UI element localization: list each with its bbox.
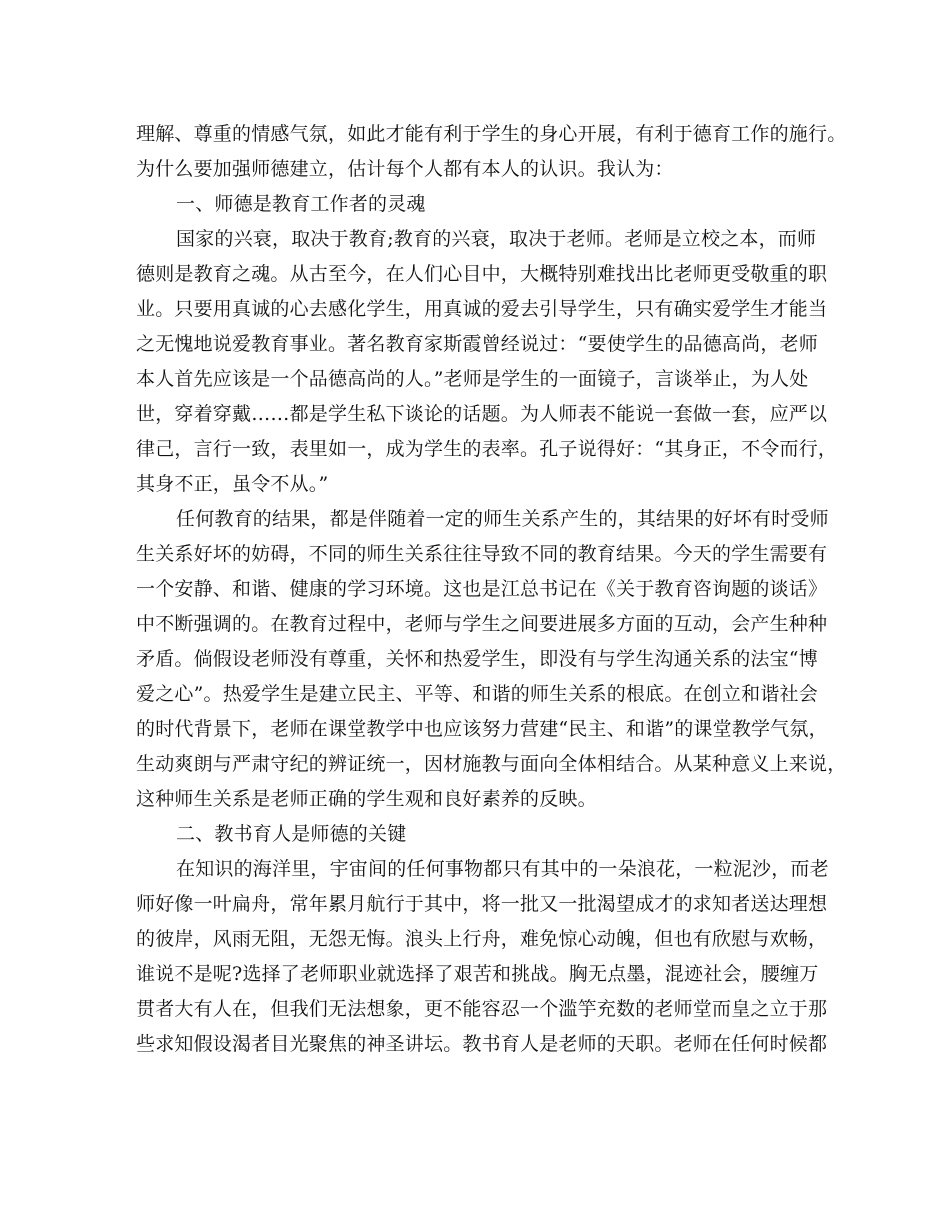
text-line: 本人首先应该是一个品德高尚的人。”老师是学生的一面镜子，言谈举止，为人处 — [136, 368, 809, 390]
text-line: 贯者大有人在，但我们无法想象，更不能容忍一个滥竽充数的老师堂而皇之立于那 — [136, 998, 828, 1020]
text-line: 矛盾。倘假设老师没有尊重，关怀和热爱学生，即没有与学生沟通关系的法宝“博 — [136, 648, 818, 670]
text-line: 生动爽朗与严肃守纪的辨证统一，因材施教与面向全体相结合。从某种意义上来说， — [136, 753, 847, 775]
text-line: 些求知假设渴者目光聚焦的神圣讲坛。教书育人是老师的天职。老师在任何时候都 — [136, 1033, 828, 1055]
text-line: 德则是教育之魂。从古至今，在人们心目中，大概特别难找出比老师更受敬重的职 — [136, 263, 828, 285]
section-heading: 一、师德是教育工作者的灵魂 — [176, 193, 426, 215]
paragraph-start: 国家的兴衰，取决于教育;教育的兴衰，取决于老师。老师是立校之本，而师 — [176, 228, 817, 250]
text-line: 师好像一叶扁舟，常年累月航行于其中，将一批又一批渴望成才的求知者送达理想 — [136, 893, 828, 915]
text-line: 生关系好坏的妨碍，不同的师生关系往往导致不同的教育结果。今天的学生需要有 — [136, 543, 828, 565]
text-line: 业。只要用真诚的心去感化学生，用真诚的爱去引导学生，只有确实爱学生才能当 — [136, 298, 828, 320]
text-line: 爱之心”。热爱学生是建立民主、平等、和谐的师生关系的根底。在创立和谐社会 — [136, 683, 818, 705]
paragraph-start: 在知识的海洋里，宇宙间的任何事物都只有其中的一朵浪花，一粒泥沙，而老 — [176, 858, 829, 880]
paragraph-start: 任何教育的结果，都是伴随着一定的师生关系产生的，其结果的好坏有时受师 — [176, 508, 829, 530]
text-line: 的时代背景下，老师在课堂教学中也应该努力营建“民主、和谐”的课堂教学气氛， — [136, 718, 828, 740]
text-line: 其身不正，虽令不从。” — [136, 473, 329, 495]
text-line: 律己，言行一致，表里如一，成为学生的表率。孔子说得好：“其身正，不令而行， — [136, 438, 838, 460]
text-line: 的彼岸，风雨无阻，无怨无悔。浪头上行舟，难免惊心动魄，但也有欣慰与欢畅， — [136, 928, 828, 950]
text-line: 理解、尊重的情感气氛，如此才能有利于学生的身心开展，有利于德育工作的施行。 — [136, 123, 847, 145]
text-line: 谁说不是呢?选择了老师职业就选择了艰苦和挑战。胸无点墨，混迹社会，腰缠万 — [136, 963, 819, 985]
text-line: 之无愧地说爱教育事业。著名教育家斯霞曾经说过：“要使学生的品德高尚，老师 — [136, 333, 818, 355]
text-line: 为什么要加强师德建立，估计每个人都有本人的认识。我认为： — [136, 158, 674, 180]
text-line: 世，穿着穿戴……都是学生私下谈论的话题。为人师表不能说一套做一套，应严以 — [136, 403, 828, 425]
section-heading: 二、教书育人是师德的关键 — [176, 823, 407, 845]
text-line: 这种师生关系是老师正确的学生观和良好素养的反映。 — [136, 788, 597, 810]
text-line: 一个安静、和谐、健康的学习环境。这也是江总书记在《关于教育咨询题的谈话》 — [136, 578, 828, 600]
text-line: 中不断强调的。在教育过程中，老师与学生之间要进展多方面的互动，会产生种种 — [136, 613, 828, 635]
